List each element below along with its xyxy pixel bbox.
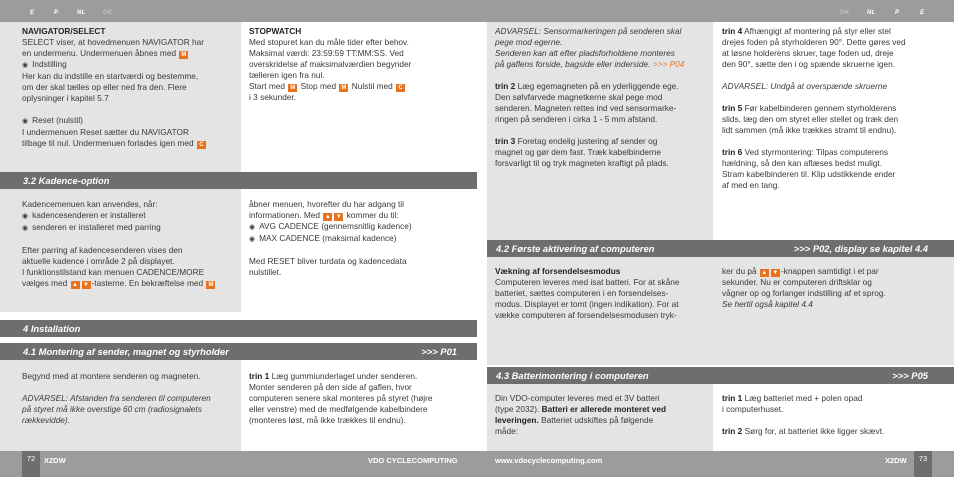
text-line: computeren senere skal monteres på styret (højre bbox=[249, 393, 433, 403]
text-span: kadencesenderen er installeret bbox=[32, 210, 146, 220]
bullet-item bbox=[22, 115, 237, 127]
text-line bbox=[22, 278, 237, 289]
text-span: Indstilling bbox=[32, 59, 67, 69]
text-line: ringen på senderen i cirka 1 - 5 mm afstand. bbox=[495, 114, 658, 124]
text-line: forsvarligt til og tryk magneten kraftigt på plads. bbox=[495, 158, 669, 168]
spacer bbox=[722, 92, 947, 103]
text-line: rækkevidde). bbox=[22, 415, 70, 425]
page-number: 72 bbox=[22, 451, 40, 477]
text-span: en undermenu. Undermenuen åbnes med bbox=[22, 48, 177, 58]
text-line: I undermenuen Reset sætter du NAVIGATOR bbox=[22, 127, 189, 137]
text-line: Computeren leveres med isat batteri. For at skåne bbox=[495, 277, 680, 287]
text-span: -tasterne. En bekræftelse med bbox=[91, 278, 204, 288]
montering-left-text bbox=[22, 371, 237, 426]
text-line: drejes foden på styrholderen 90°. Dette gøres ved bbox=[722, 37, 906, 47]
down-key-icon: ▼ bbox=[772, 270, 779, 276]
text-line: vågner op og forlanger indstilling af et sprog. bbox=[722, 288, 886, 298]
text-line bbox=[722, 426, 947, 437]
text-line: måde: bbox=[495, 426, 519, 436]
lang-tab-nl-right: NL bbox=[867, 10, 876, 16]
text-line bbox=[495, 81, 710, 92]
text-span: Ved styrmontering: Tilpas computerens bbox=[742, 147, 889, 157]
text-span: Før kabelbinderen gennem styrholderens bbox=[742, 103, 897, 113]
text-line: oplysninger i kapitel 5.7 bbox=[22, 93, 109, 103]
spacer bbox=[22, 104, 237, 115]
m-key-icon: M bbox=[290, 85, 296, 91]
text-span: Batteriet udskiftes på følgende bbox=[538, 415, 654, 425]
lang-tab-dk: DK bbox=[103, 10, 113, 16]
stopwatch-text bbox=[249, 26, 469, 103]
spacer bbox=[495, 125, 710, 136]
text-line bbox=[722, 103, 947, 114]
text-line: vække computeren af forsendelsesmodusen tryk- bbox=[495, 310, 677, 320]
text-span: informationen. Med bbox=[249, 210, 321, 220]
spacer bbox=[249, 245, 469, 256]
text-line bbox=[249, 210, 469, 221]
lang-tab-p-right: P bbox=[895, 10, 900, 16]
text-line: på styret må ikke overstige 60 cm (radiosignalets bbox=[22, 404, 202, 414]
aktivering-left-text bbox=[495, 266, 710, 321]
section-title: 4.3 Batterimontering i computeren bbox=[496, 370, 649, 381]
right-top-left-text bbox=[495, 26, 710, 169]
text-line bbox=[495, 59, 710, 70]
text-line bbox=[722, 26, 947, 37]
step-label: trin 4 bbox=[722, 26, 743, 36]
text-line bbox=[722, 393, 947, 404]
section-title: 4 Installation bbox=[23, 323, 81, 334]
lang-tab-nl: NL bbox=[77, 10, 86, 16]
text-line: ADVARSEL: Undgå at overspænde skruerne bbox=[722, 81, 888, 91]
text-line: Den sølvfarvede magnetkerne skal pege mod bbox=[495, 92, 663, 102]
navigator-select-text bbox=[22, 26, 237, 149]
stopwatch-heading: STOPWATCH bbox=[249, 26, 302, 36]
up-key-icon: ▲ bbox=[761, 270, 768, 276]
text-span: Batteri er allerede monteret ved bbox=[539, 404, 667, 414]
text-line: Begynd med at montere senderen og magneten. bbox=[22, 371, 201, 381]
bullet-item bbox=[22, 59, 237, 71]
section-title: 3.2 Kadence-option bbox=[23, 175, 110, 186]
picture-reference: >>> P02, display se kapitel 4.4 bbox=[793, 243, 928, 254]
step-label: trin 6 bbox=[722, 147, 743, 157]
lang-tab-e: E bbox=[30, 10, 35, 16]
text-line bbox=[722, 147, 947, 158]
text-line: den 90°, sætte den i og spænde skruerne igen. bbox=[722, 59, 896, 69]
text-line: Efter parring af kadencesenderen vises den bbox=[22, 245, 183, 255]
step-label: trin 2 bbox=[495, 81, 516, 91]
text-span: Sørg for, at batteriet ikke ligger skævt. bbox=[742, 426, 885, 436]
step-label: trin 2 bbox=[722, 426, 743, 436]
text-span: vælges med bbox=[22, 278, 68, 288]
text-line: I funktionstilstand kan menuen CADENCE/MORE bbox=[22, 267, 205, 277]
text-line: Kadencemenuen kan anvendes, når: bbox=[22, 199, 158, 209]
text-line: modus. Displayet er tomt (ingen indikation). For at bbox=[495, 299, 679, 309]
text-line: overskridelse af maksimalværdien begynder bbox=[249, 59, 412, 69]
text-span: tilbage til nul. Undermenuen forlades igen med bbox=[22, 138, 194, 148]
text-span: Læg gummiunderlaget under senderen. bbox=[269, 371, 418, 381]
kadence-left-text bbox=[22, 199, 237, 289]
text-line: sekunder. Nu er computeren driftsklar og bbox=[722, 277, 872, 287]
text-line: Med RESET bliver turdata og kadencedata bbox=[249, 256, 407, 266]
text-line: hældning, så den kan aflæses bedst muligt. bbox=[722, 158, 883, 168]
text-span: -knappen samtidigt i et par bbox=[780, 266, 879, 276]
text-line: magnet og gør dem fast. Træk kabelbinderne bbox=[495, 147, 662, 157]
text-line: af med en tang. bbox=[722, 180, 780, 190]
text-line: aktuelle kadence i område 2 på displayet. bbox=[22, 256, 175, 266]
c-key-icon: C bbox=[396, 84, 405, 92]
section-4-bar bbox=[0, 320, 477, 337]
footer-brand: VDO CYCLECOMPUTING bbox=[368, 456, 458, 465]
section-title: 4.2 Første aktivering af computeren bbox=[496, 243, 655, 254]
text-span: Foretag endelig justering af sender og bbox=[515, 136, 658, 146]
text-line: Monter senderen på den side af gaflen, hvor bbox=[249, 382, 412, 392]
page-number: 73 bbox=[914, 451, 932, 477]
text-span: Stop med bbox=[300, 81, 337, 91]
section-4-1-bar bbox=[0, 343, 477, 360]
text-span: på gaflens forside, bagside eller inderside. bbox=[495, 59, 651, 69]
lang-tab-e-right: E bbox=[920, 10, 925, 16]
m-key-icon: M bbox=[208, 282, 214, 288]
text-line: åbner menuen, hvorefter du har adgang til bbox=[249, 199, 404, 209]
spacer bbox=[22, 382, 237, 393]
text-line: at løsne holderens skruer, tage foden ud, dreje bbox=[722, 48, 894, 58]
text-line: om der skal tælles op eller ned fra den. Flere bbox=[22, 82, 187, 92]
subheading: Vækning af forsendelsesmodus bbox=[495, 266, 621, 276]
text-line: SELECT viser, at hovedmenuen NAVIGATOR har bbox=[22, 37, 205, 47]
section-4-3-bar bbox=[487, 367, 954, 384]
right-footer bbox=[477, 451, 954, 477]
up-key-icon: ▲ bbox=[324, 214, 331, 220]
text-span: senderen er installeret med parring bbox=[32, 222, 161, 232]
text-span: Afhængigt af montering på styr eller stel bbox=[742, 26, 891, 36]
text-span: kommer du til: bbox=[346, 210, 399, 220]
bullet-item bbox=[22, 210, 237, 222]
spacer bbox=[22, 234, 237, 245]
text-line bbox=[22, 48, 237, 59]
text-line bbox=[249, 81, 469, 92]
text-line: Senderen kan alt efter pladsforholdene monteres bbox=[495, 48, 675, 58]
spacer bbox=[722, 70, 947, 81]
text-span: Reset (nulstil) bbox=[32, 115, 83, 125]
spacer bbox=[495, 70, 710, 81]
text-line: lidt sammen (må ikke trækkes stramt til endnu). bbox=[722, 125, 897, 135]
picture-reference: >>> P01 bbox=[421, 346, 457, 357]
section-title: 4.1 Montering af sender, magnet og styrholder bbox=[23, 346, 229, 357]
right-header-bar bbox=[477, 0, 954, 22]
text-line: i 3 sekunder. bbox=[249, 92, 297, 102]
up-key-icon: ▲ bbox=[72, 282, 78, 288]
text-line: slids, læg den om styret eller stellet og træk den bbox=[722, 114, 899, 124]
text-line: (monteres løst, må ikke trækkes til endnu). bbox=[249, 415, 406, 425]
bullet-item bbox=[249, 233, 469, 245]
montering-right-text bbox=[249, 371, 471, 426]
text-line bbox=[495, 404, 710, 415]
c-key-icon: C bbox=[197, 141, 206, 149]
text-line: Maksimal værdi: 23:59:59 TT:MM:SS. Ved bbox=[249, 48, 404, 58]
spacer bbox=[722, 415, 947, 426]
step-label: trin 5 bbox=[722, 103, 743, 113]
text-line: ADVARSEL: Sensormarkeringen på senderen skal bbox=[495, 26, 682, 36]
lang-tab-dk-right: DK bbox=[840, 10, 850, 16]
navigator-select-heading: NAVIGATOR/SELECT bbox=[22, 26, 106, 36]
picture-reference: >>> P05 bbox=[892, 370, 928, 381]
text-span: Læg egemagneten på en yderliggende ege. bbox=[515, 81, 679, 91]
text-line: Med stopuret kan du måle tider efter behov. bbox=[249, 37, 409, 47]
text-line: pege mod egerne. bbox=[495, 37, 563, 47]
text-line: i computerhuset. bbox=[722, 404, 784, 414]
text-line bbox=[722, 266, 947, 277]
bullet-item bbox=[249, 221, 469, 233]
batteri-left-text bbox=[495, 393, 710, 437]
text-line: eller venstre) med de medfølgende kabelbindere bbox=[249, 404, 428, 414]
m-key-icon: M bbox=[341, 85, 347, 91]
text-span: Start med bbox=[249, 81, 285, 91]
text-span: Læg batteriet med + polen opad bbox=[742, 393, 863, 403]
text-line bbox=[22, 138, 237, 149]
text-span: leveringen. bbox=[495, 415, 539, 425]
right-top-right-text bbox=[722, 26, 947, 191]
text-span: Nulstil med bbox=[351, 81, 393, 91]
text-line bbox=[495, 415, 710, 426]
text-line bbox=[495, 136, 710, 147]
text-line: tælleren igen fra nul. bbox=[249, 70, 325, 80]
text-line: batteriet, sættes computeren i en forsendelses- bbox=[495, 288, 669, 298]
section-4-2-bar bbox=[487, 240, 954, 257]
bullet-item bbox=[22, 222, 237, 234]
text-line: Se hertil også kapitel 4.4 bbox=[722, 299, 813, 309]
footer-url: www.vdocyclecomputing.com bbox=[495, 456, 603, 465]
step-label: trin 3 bbox=[495, 136, 516, 146]
text-line: Stram kabelbinderen til. Klip udstikkende ender bbox=[722, 169, 896, 179]
text-span: MAX CADENCE (maksimal kadence) bbox=[259, 233, 397, 243]
footer-model: X2DW bbox=[885, 456, 907, 465]
text-line: ADVARSEL: Afstanden fra senderen til computeren bbox=[22, 393, 211, 403]
down-key-icon: ▼ bbox=[83, 282, 89, 288]
down-key-icon: ▼ bbox=[335, 214, 342, 220]
text-line: senderen. Magneten rettes ind ved sensormarke- bbox=[495, 103, 677, 113]
left-footer bbox=[0, 451, 477, 477]
text-span: (type 2032). bbox=[495, 404, 540, 414]
m-key-icon: M bbox=[181, 52, 187, 58]
aktivering-right-text bbox=[722, 266, 947, 310]
text-span: ker du på bbox=[722, 266, 757, 276]
text-line: Her kan du indstille en startværdi og bestemme, bbox=[22, 71, 199, 81]
text-span: AVG CADENCE (gennemsnitlig kadence) bbox=[259, 221, 412, 231]
spacer bbox=[722, 136, 947, 147]
kadence-right-text bbox=[249, 199, 469, 278]
text-line: Din VDO-computer leveres med et 3V batteri bbox=[495, 393, 660, 403]
batteri-right-text bbox=[722, 393, 947, 437]
footer-model: X2DW bbox=[44, 456, 66, 465]
text-line: nulstillet. bbox=[249, 267, 282, 277]
text-line bbox=[249, 371, 471, 382]
section-3-2-bar bbox=[0, 172, 477, 189]
step-label: trin 1 bbox=[722, 393, 743, 403]
left-header-bar bbox=[0, 0, 477, 22]
step-label: trin 1 bbox=[249, 371, 270, 381]
lang-tab-p: P bbox=[54, 10, 59, 16]
picture-reference: >>> P04 bbox=[652, 59, 685, 69]
